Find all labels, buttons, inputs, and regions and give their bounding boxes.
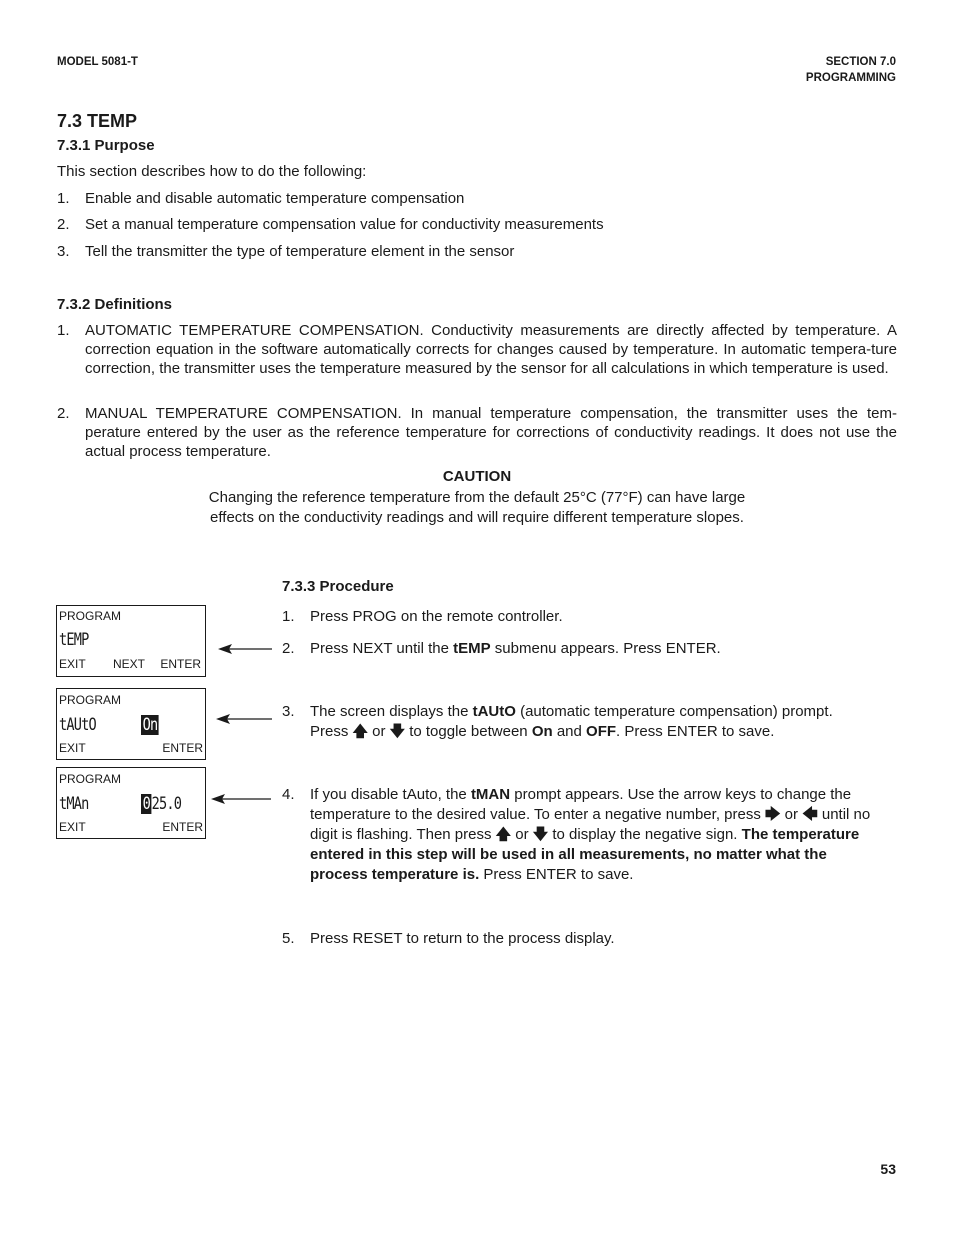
lcd-value — [141, 794, 181, 814]
lcd-enter-key-label: ENTER — [162, 741, 203, 755]
down-arrow-icon: 🡇 — [532, 826, 549, 843]
lcd-main-text: tEMP — [59, 630, 89, 650]
definition-item-number: 2. — [57, 405, 70, 422]
step-text-part: and — [552, 723, 587, 740]
procedure-heading: 7.3.3 Procedure — [282, 578, 394, 595]
purpose-item-text: Enable and disable automatic temperature compensation — [85, 190, 465, 207]
step-text-part: or — [511, 826, 533, 843]
definitions-heading: 7.3.2 Definitions — [57, 296, 173, 313]
lcd-main-text: tAUtO — [59, 715, 96, 735]
lcd-exit-key-label: EXIT — [59, 741, 86, 755]
lcd-top-label: PROGRAM — [59, 609, 122, 623]
lcd-next-key-label: NEXT — [113, 657, 146, 671]
step-keyword: On — [531, 723, 553, 740]
caution-line1: Changing the reference temperature from the default 25°C (77°F) can have large — [208, 489, 746, 506]
lcd-exit-key-label: EXIT — [59, 657, 86, 671]
step-number: 2. — [282, 640, 295, 657]
definition-item-text: MANUAL TEMPERATURE COMPENSATION. In manual temperature compensation, the transmitter uses the tem-perature entered by the user as the reference temperature for corrections of conductivity readings. It does not use the actual process temperature. — [85, 405, 897, 460]
lcd-top-label: PROGRAM — [59, 693, 122, 707]
right-arrow-icon: 🡆 — [765, 806, 781, 823]
step-text-part: Press ENTER to save. — [479, 866, 634, 883]
step-text-part: prompt appears. Use the arrow keys to change the temperature to the desired value. To enter a negative number, press — [310, 786, 852, 823]
pointer-arrow-icon — [214, 712, 276, 726]
purpose-item — [57, 189, 897, 208]
lcd-cursor-digit: 0 — [142, 794, 150, 814]
header-model: MODEL 5081-T — [57, 56, 138, 68]
purpose-item — [57, 242, 897, 261]
purpose-item-number: 1. — [57, 190, 70, 207]
up-arrow-icon: 🡅 — [495, 826, 512, 843]
step-keyword: tAUtO — [472, 703, 516, 720]
step-text-part: Press NEXT until the — [310, 640, 454, 657]
step-text-part: Press — [310, 723, 353, 740]
purpose-item-text: Set a manual temperature compensation value for conductivity measurements — [85, 216, 604, 233]
step-keyword: tMAN — [470, 786, 511, 803]
page-number: 53 — [880, 1161, 896, 1177]
step-number: 4. — [282, 786, 295, 803]
up-arrow-icon: 🡅 — [352, 723, 368, 740]
step-text-part: If you disable tAuto, the — [310, 786, 471, 803]
step-text: Press RESET to return to the process display. — [310, 930, 615, 947]
lcd-display-tman — [56, 767, 206, 839]
header-section — [806, 54, 896, 86]
lcd-main-text: tMAn — [59, 794, 89, 814]
step-text — [310, 639, 897, 659]
section-title: 7.3 TEMP — [57, 111, 138, 131]
procedure-step — [282, 607, 897, 627]
lcd-enter-key-label: ENTER — [160, 657, 201, 671]
step-keyword: tEMP — [453, 640, 491, 657]
purpose-item-number: 3. — [57, 243, 70, 260]
procedure-step — [282, 702, 897, 742]
step-number: 1. — [282, 608, 295, 625]
caution-line2: effects on the conductivity readings and will require different temperature slopes. — [210, 509, 744, 526]
step-text-part: The screen displays the — [310, 703, 473, 720]
definition-item-text: AUTOMATIC TEMPERATURE COMPENSATION. Conductivity measurements are directly affected by temperature. A correction equation in the software automatically corrects for changes caused by temperature. In automatic tempera-ture correction, the transmitter uses the temperature measured by the sensor for all calculations in which temperature is used. — [85, 322, 897, 377]
header-section-line1: SECTION 7.0 — [825, 56, 896, 68]
purpose-item-number: 2. — [57, 216, 70, 233]
step-text: Press PROG on the remote controller. — [310, 608, 563, 625]
step-text-part: or — [780, 806, 803, 823]
step-number: 5. — [282, 930, 295, 947]
down-arrow-icon: 🡇 — [389, 723, 406, 740]
purpose-intro: This section describes how to do the following: — [57, 163, 367, 180]
purpose-item — [57, 215, 897, 234]
step-text-part: or — [367, 723, 390, 740]
procedure-step — [282, 929, 897, 949]
lcd-value-digits: 25.0 — [151, 794, 182, 814]
procedure-step — [282, 785, 887, 885]
step-text-part: to toggle between — [405, 723, 532, 740]
header-section-line2: PROGRAMMING — [805, 72, 896, 84]
lcd-display-temp — [56, 605, 206, 677]
step-number: 3. — [282, 703, 295, 720]
definition-item — [57, 404, 897, 461]
step-text-part: to display the negative sign. — [548, 826, 742, 843]
lcd-enter-key-label: ENTER — [162, 820, 203, 834]
pointer-arrow-icon — [209, 792, 275, 806]
step-text — [310, 785, 887, 885]
caution-box — [57, 467, 897, 528]
pointer-arrow-icon — [216, 642, 276, 656]
step-text-part: . Press ENTER to save. — [616, 723, 775, 740]
step-text-part: submenu appears. Press ENTER. — [490, 640, 721, 657]
lcd-top-label: PROGRAM — [59, 772, 122, 786]
step-text — [310, 702, 897, 742]
caution-title: CAUTION — [442, 468, 512, 485]
procedure-step — [282, 639, 897, 659]
step-text-part: (automatic temperature compensation) prompt. — [515, 703, 833, 720]
lcd-exit-key-label: EXIT — [59, 820, 86, 834]
step-keyword: OFF — [586, 723, 617, 740]
purpose-item-text: Tell the transmitter the type of temperature element in the sensor — [85, 243, 515, 260]
definition-item-number: 1. — [57, 322, 70, 339]
step-warning-text: The temperature entered in this step will be used in all measurements, no matter what the process temperature is. — [310, 826, 860, 883]
definition-item — [57, 321, 897, 378]
step-text-part: until no digit is flashing. Then press — [310, 806, 871, 843]
purpose-heading: 7.3.1 Purpose — [57, 137, 155, 154]
lcd-value-highlight: On — [142, 715, 158, 735]
left-arrow-icon: 🡄 — [802, 806, 818, 823]
lcd-display-tauto — [56, 688, 206, 760]
